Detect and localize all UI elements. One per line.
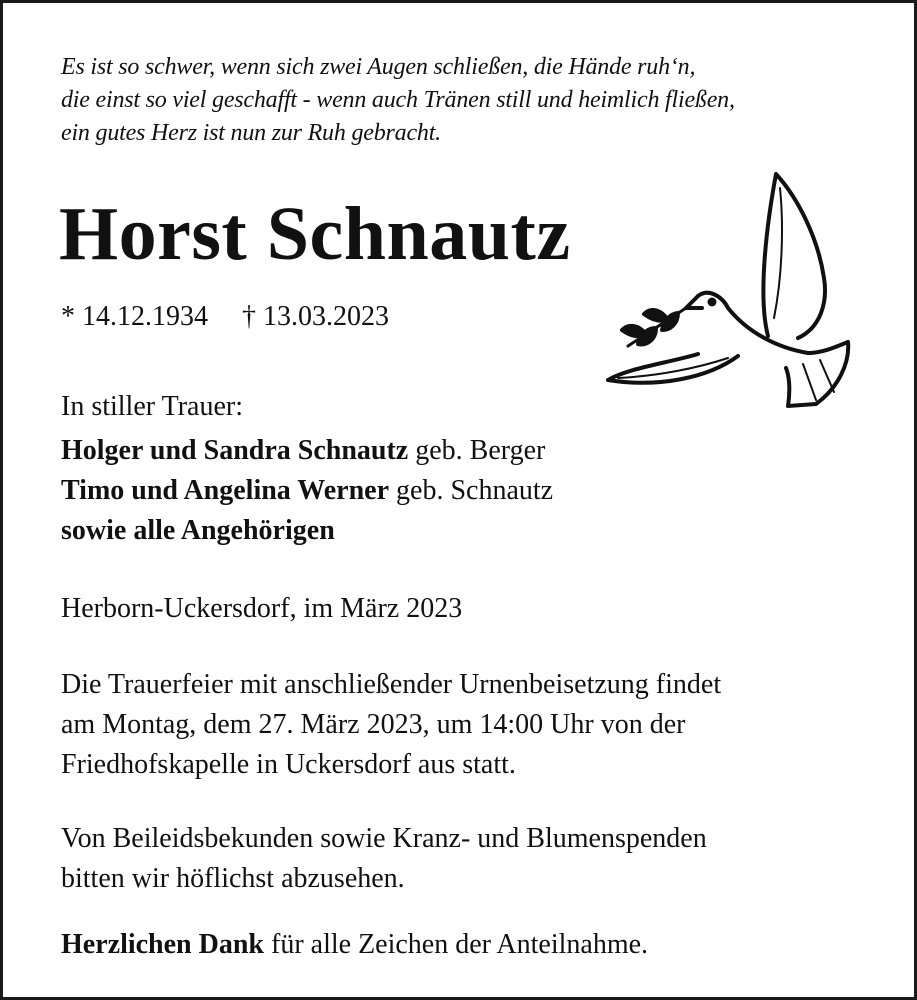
ceremony-info <box>61 665 881 785</box>
other-relatives: sowie alle Angehörigen <box>61 515 335 546</box>
request-line-1: Von Beileidsbekunden sowie Kranz- und Blumenspenden <box>61 823 707 854</box>
family-2-names: Timo und Angelina Werner <box>61 475 390 506</box>
family-1-names: Holger und Sandra Schnautz <box>61 435 409 466</box>
memorial-poem <box>61 51 861 150</box>
mourners-section <box>61 387 881 551</box>
mourner-family-1 <box>61 431 881 471</box>
poem-line-1: Es ist so schwer, wenn sich zwei Augen schließen, die Hände ruh‘n, <box>61 54 696 80</box>
ceremony-line-2: am Montag, dem 27. März 2023, um 14:00 Uhr von der <box>61 709 686 740</box>
birth-date: * 14.12.1934 <box>61 301 208 332</box>
deceased-name: Horst Schnautz <box>59 192 571 276</box>
poem-line-3: ein gutes Herz ist nun zur Ruh gebracht. <box>61 120 441 146</box>
thanks-text: für alle Zeichen der Anteilnahme. <box>264 929 649 960</box>
ceremony-line-3: Friedhofskapelle in Uckersdorf aus statt. <box>61 749 516 780</box>
poem-line-2: die einst so viel geschafft - wenn auch Tränen still und heimlich fließen, <box>61 87 735 113</box>
mourner-family-2 <box>61 471 881 511</box>
thanks-line <box>61 925 881 965</box>
family-2-maiden-name: geb. Schnautz <box>389 475 554 506</box>
request-line-2: bitten wir höflichst abzusehen. <box>61 863 405 894</box>
life-dates <box>61 301 389 333</box>
death-date: † 13.03.2023 <box>242 301 389 332</box>
family-1-maiden-name: geb. Berger <box>408 435 546 466</box>
thanks-bold: Herzlichen Dank <box>61 929 264 960</box>
place-and-date: Herborn-Uckersdorf, im März 2023 <box>61 593 463 624</box>
dove-with-olive-branch-icon <box>598 168 858 413</box>
mourning-intro: In stiller Trauer: <box>61 391 243 422</box>
ceremony-line-1: Die Trauerfeier mit anschließender Urnenbeisetzung findet <box>61 669 722 700</box>
condolence-request <box>61 819 881 899</box>
